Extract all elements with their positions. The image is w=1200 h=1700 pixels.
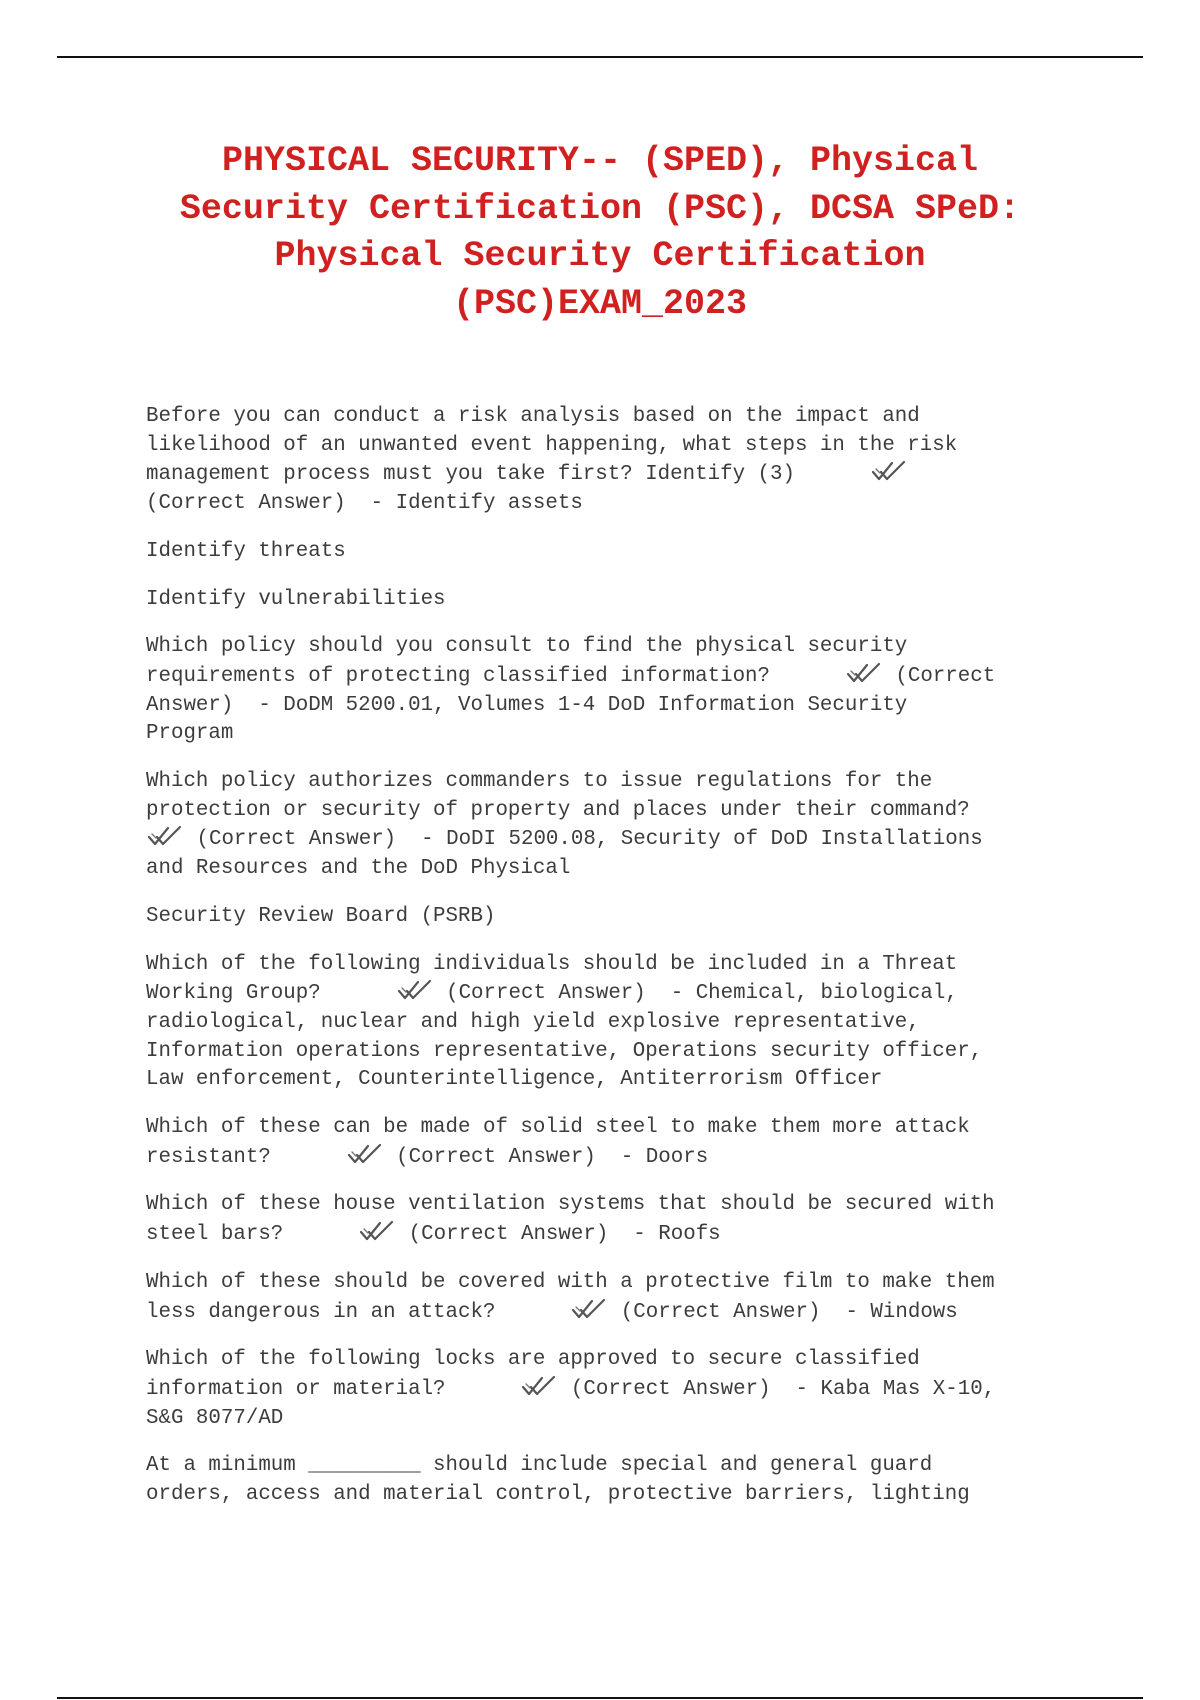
text-line: and Resources and the DoD Physical (146, 857, 571, 881)
text-segment: steel bars? (146, 1223, 359, 1247)
text-line: At a minimum _________ should include special and general guard (146, 1454, 933, 1478)
question-locks (146, 1346, 1066, 1433)
document-body (146, 403, 1066, 1529)
text-line: Security Review Board (PSRB) (146, 904, 496, 928)
text-line: Before you can conduct a risk analysis based on the impact and (146, 405, 920, 428)
title-line-4: (PSC)EXAM_2023 (452, 283, 748, 324)
text-line (146, 979, 1066, 1009)
text-line: (Correct Answer) - Identify assets (146, 492, 583, 516)
text-line: orders, access and material control, protective barriers, lighting (146, 1483, 970, 1507)
question-threat-working-group (146, 951, 1066, 1096)
text-line (146, 825, 1066, 855)
question-protective-film (146, 1269, 1066, 1327)
answer-continuation (146, 903, 1066, 932)
text-line: S&G 8077/AD (146, 1406, 284, 1430)
question-solid-steel (146, 1114, 1066, 1172)
question-guard-orders (146, 1452, 1066, 1509)
text-line (146, 662, 1066, 692)
text-line: protection or security of property and places under their command? (146, 798, 970, 822)
text-line: Which of these house ventilation systems that should be secured with (146, 1193, 995, 1217)
answer-continuation (146, 538, 1066, 567)
text-segment: (Correct Answer) - Windows (608, 1300, 958, 1324)
answer-continuation (146, 586, 1066, 615)
question-risk-analysis (146, 403, 1066, 519)
text-line: Law enforcement, Counterintelligence, Antiterrorism Officer (146, 1068, 883, 1092)
double-check-icon (845, 662, 883, 684)
text-line: Program (146, 722, 234, 746)
title-line-2: Security Certification (PSC), DCSA SPeD: (179, 188, 1021, 229)
question-policy-classified (146, 633, 1066, 749)
text-segment: (Correct Answer) - Doors (383, 1145, 709, 1169)
text-segment: (Correct Answer) - DoDI 5200.08, Security of DoD Installations (184, 828, 983, 852)
question-commanders-policy (146, 768, 1066, 884)
text-line (146, 460, 1066, 490)
text-segment: Working Group? (146, 982, 396, 1006)
text-segment: (Correct Answer) - Kaba Mas X-10, (558, 1377, 996, 1401)
title-line-1: PHYSICAL SECURITY-- (SPED), Physical (221, 141, 979, 181)
text-segment: requirements of protecting classified information? (146, 664, 845, 688)
double-check-icon (520, 1375, 558, 1397)
double-check-icon (346, 1143, 384, 1165)
text-segment: (Correct (882, 664, 996, 688)
text-line (146, 1220, 1066, 1250)
double-check-icon (146, 825, 184, 847)
text-line: radiological, nuclear and high yield explosive representative, (146, 1010, 920, 1034)
text-line: Identify vulnerabilities (146, 587, 446, 611)
top-rule (57, 56, 1143, 58)
text-segment: management process must you take first? Identify (3) (146, 463, 870, 487)
double-check-icon (570, 1298, 608, 1320)
text-line: Which of these should be covered with a protective film to make them (146, 1270, 995, 1294)
text-line (146, 1143, 1066, 1173)
text-line: Which policy authorizes commanders to issue regulations for the (146, 770, 933, 794)
title-line-3: Physical Security Certification (274, 236, 926, 276)
text-line: Which policy should you consult to find the physical security (146, 635, 908, 659)
text-line: Answer) - DoDM 5200.01, Volumes 1-4 DoD Information Security (146, 693, 908, 717)
double-check-icon (870, 460, 908, 482)
text-line: Which of these can be made of solid steel to make them more attack (146, 1116, 970, 1140)
bottom-rule (57, 1697, 1143, 1699)
text-line (146, 1298, 1066, 1328)
document-title (120, 138, 1080, 328)
double-check-icon (396, 979, 434, 1001)
text-segment: resistant? (146, 1145, 346, 1169)
text-line: Identify threats (146, 539, 346, 563)
text-segment: less dangerous in an attack? (146, 1300, 571, 1324)
text-segment: (Correct Answer) - Roofs (396, 1223, 721, 1247)
text-segment: (Correct Answer) - Chemical, biological, (433, 982, 958, 1006)
text-line: Which of the following locks are approved to secure classified (146, 1348, 920, 1372)
text-line: Information operations representative, Operations security officer, (146, 1039, 983, 1063)
text-segment: information or material? (146, 1377, 521, 1401)
text-line: Which of the following individuals should be included in a Threat (146, 952, 958, 976)
text-line (146, 1375, 1066, 1405)
double-check-icon (358, 1220, 396, 1242)
text-line: likelihood of an unwanted event happening, what steps in the risk (146, 433, 958, 457)
question-ventilation (146, 1191, 1066, 1249)
